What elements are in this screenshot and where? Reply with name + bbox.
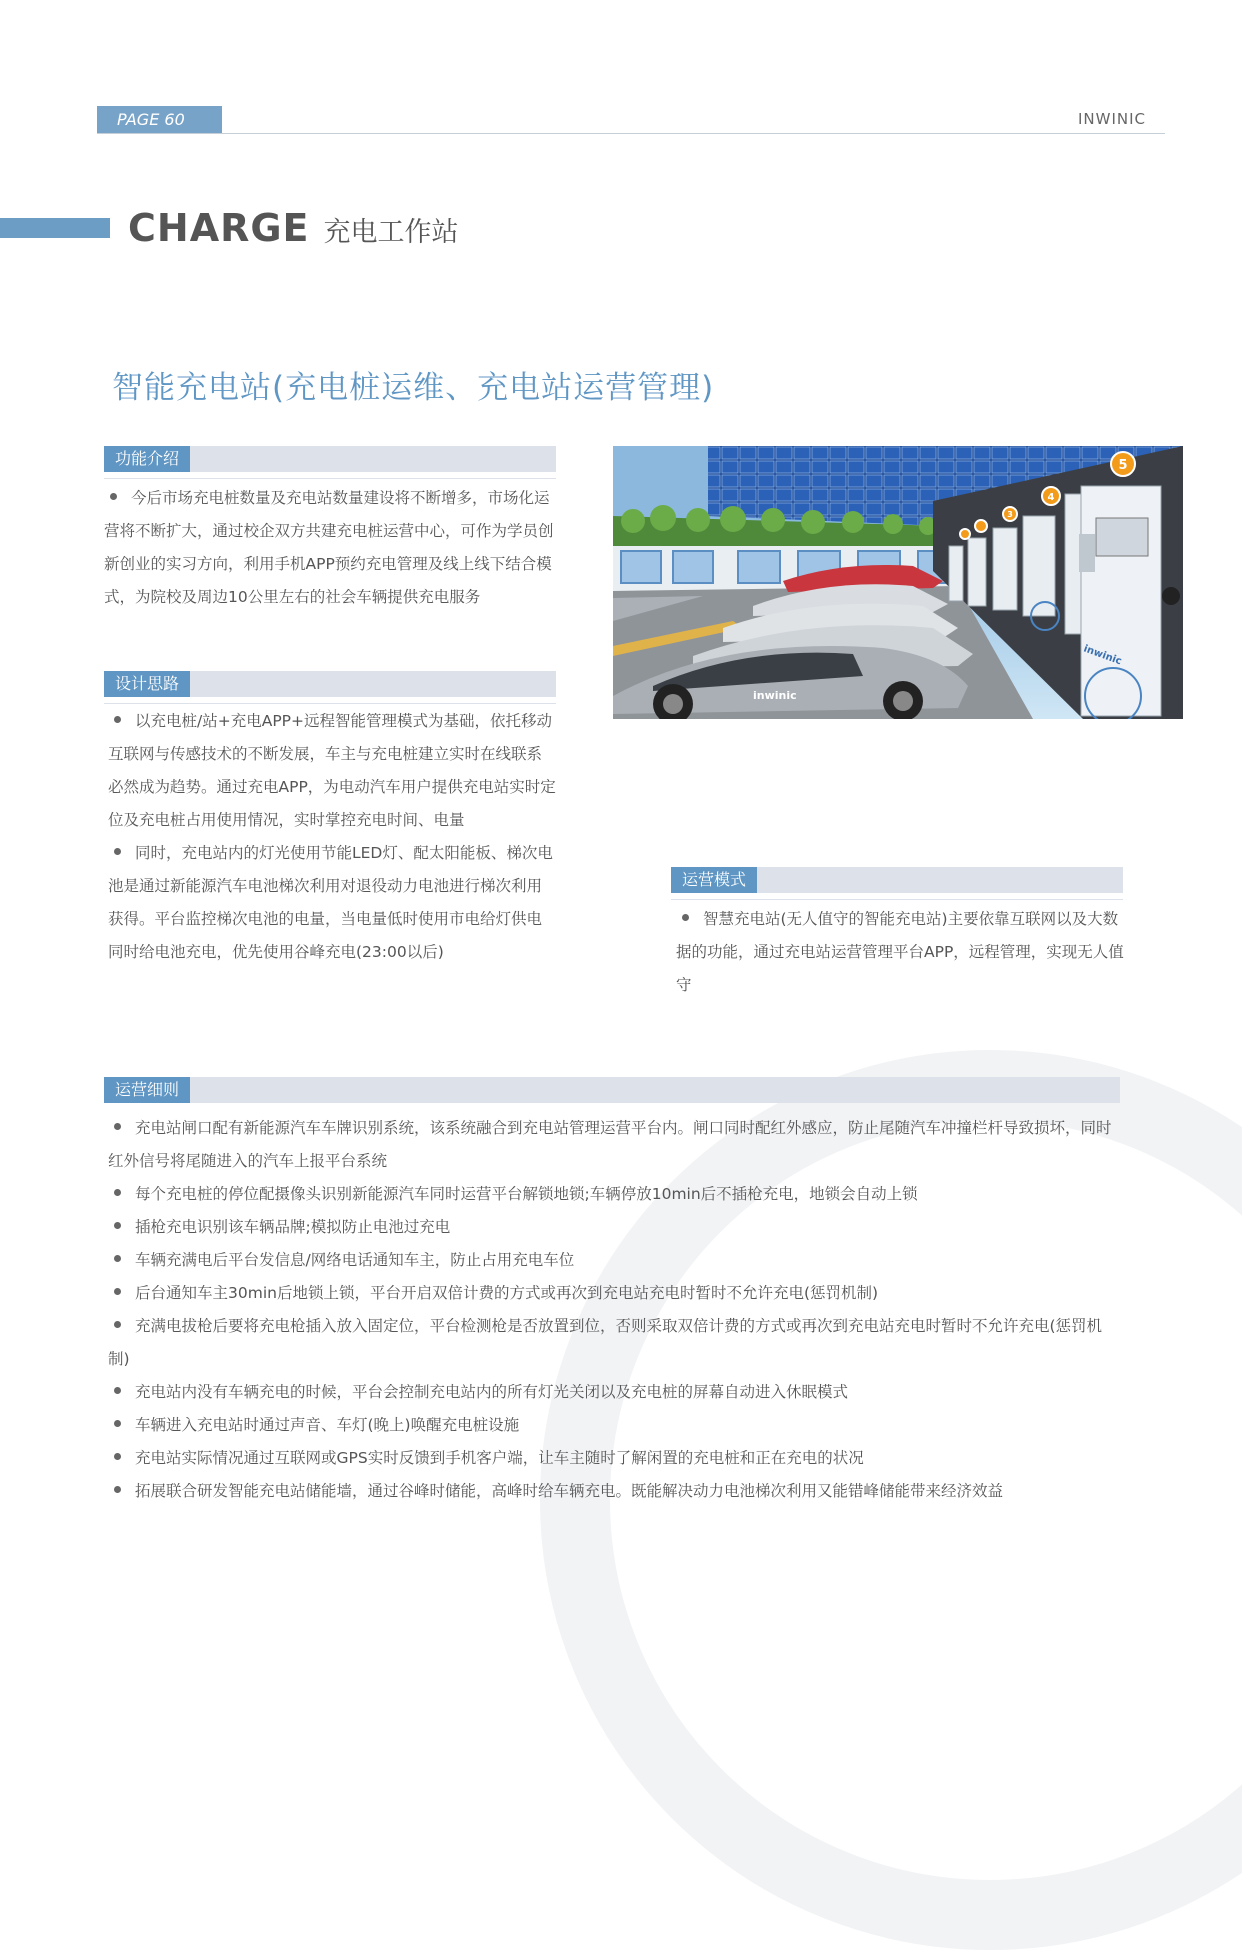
charger-brand-text: inwinic: [1081, 643, 1124, 668]
bullet-icon: [114, 1222, 121, 1229]
design-heading: 设计思路: [104, 671, 190, 697]
brand-name: INWINIC: [1077, 110, 1146, 128]
features-text: 今后市场充电桩数量及充电站数量建设将不断增多，市场化运营将不断扩大，通过校企双方共建充电桩运营中心，可作为学员创新创业的实习方向，利用手机APP预约充电管理及线上线下结合模式，为院校及周边10公里左右的社会车辆提供充电服务: [104, 489, 554, 606]
features-heading-bar: [104, 446, 556, 472]
bullet-icon: [114, 848, 121, 855]
features-paragraph: [104, 482, 556, 614]
rules-list: [108, 1112, 1118, 1508]
list-item: 充电站实际情况通过互联网或GPS实时反馈到手机客户端，让车主随时了解闲置的充电桩和正在充电的状况: [108, 1442, 1118, 1475]
bullet-icon: [114, 1486, 121, 1493]
bullet-icon: [114, 1189, 121, 1196]
charging-station-svg: [613, 446, 1183, 719]
design-rule: [104, 703, 556, 704]
list-item: 插枪充电识别该车辆品牌;模拟防止电池过充电: [108, 1211, 1118, 1244]
rules-heading-bar: [104, 1077, 1120, 1103]
design-paragraph: [108, 705, 556, 969]
design-item: 同时，充电站内的灯光使用节能LED灯、配太阳能板、梯次电池是通过新能源汽车电池梯次利用对退役动力电池进行梯次利用获得。平台监控梯次电池的电量，当电量低时使用市电给灯供电同时给电池充电，优先使用谷峰充电(23:00以后): [108, 844, 553, 961]
design-item: 以充电桩/站+充电APP+远程智能管理模式为基础，依托移动互联网与传感技术的不断发展，车主与充电桩建立实时在线联系必然成为趋势。通过充电APP，为电动汽车用户提供充电站实时定位及充电桩占用使用情况，实时掌控充电时间、电量: [108, 712, 556, 829]
page-title: 智能充电站(充电桩运维、充电站运营管理): [112, 370, 715, 406]
bullet-icon: [114, 1321, 121, 1328]
mode-text: 智慧充电站(无人值守的智能充电站)主要依靠互联网以及大数据的功能，通过充电站运营管理平台APP，远程管理，实现无人值守: [676, 910, 1124, 994]
features-heading: 功能介绍: [104, 446, 190, 472]
list-item: 充满电拔枪后要将充电枪插入放入固定位，平台检测枪是否放置到位，否则采取双倍计费的方式或再次到充电站充电时暂时不允许充电(惩罚机制): [108, 1317, 1103, 1368]
mode-rule: [671, 899, 1123, 900]
mode-paragraph: [676, 903, 1124, 1002]
section-title-zh: 充电工作站: [323, 217, 459, 248]
page-number-tab: PAGE 60: [97, 106, 222, 134]
mode-heading-bar: [671, 867, 1123, 893]
badge-3: 3: [1007, 510, 1013, 519]
bullet-icon: [114, 1255, 121, 1262]
bullet-icon: [114, 716, 121, 723]
bullet-icon: [114, 1288, 121, 1295]
list-item: 拓展联合研发智能充电站储能墙，通过谷峰时储能，高峰时给车辆充电。既能解决动力电池梯次利用又能错峰储能带来经济效益: [108, 1475, 1118, 1508]
list-item: 充电站闸口配有新能源汽车车牌识别系统，该系统融合到充电站管理运营平台内。闸口同时配红外感应，防止尾随汽车冲撞栏杆导致损坏，同时红外信号将尾随进入的汽车上报平台系统: [108, 1119, 1112, 1170]
header-rule: [97, 133, 1165, 134]
bullet-icon: [114, 1420, 121, 1427]
list-item: 车辆充满电后平台发信息/网络电话通知车主，防止占用充电车位: [108, 1244, 1118, 1277]
features-rule: [104, 478, 556, 479]
list-item: 车辆进入充电站时通过声音、车灯(晚上)唤醒充电桩设施: [108, 1409, 1118, 1442]
list-item: 充电站内没有车辆充电的时候，平台会控制充电站内的所有灯光关闭以及充电桩的屏幕自动进入休眠模式: [108, 1376, 1118, 1409]
car-brand-text: inwinic: [753, 689, 797, 702]
section-title: [128, 206, 459, 250]
badge-4: 4: [1047, 492, 1055, 503]
charging-station-illustration: [613, 446, 1183, 719]
bullet-icon: [110, 493, 117, 500]
list-item: 每个充电桩的停位配摄像头识别新能源汽车同时运营平台解锁地锁;车辆停放10min后不插枪充电，地锁会自动上锁: [108, 1178, 1118, 1211]
design-heading-bar: [104, 671, 556, 697]
bullet-icon: [114, 1387, 121, 1394]
section-accent-bar: [0, 218, 110, 238]
rules-heading: 运营细则: [104, 1077, 190, 1103]
mode-heading: 运营模式: [671, 867, 757, 893]
list-item: 后台通知车主30min后地锁上锁，平台开启双倍计费的方式或再次到充电站充电时暂时不允许充电(惩罚机制): [108, 1277, 1118, 1310]
badge-5: 5: [1118, 458, 1128, 473]
section-title-en: CHARGE: [128, 206, 310, 250]
bullet-icon: [682, 914, 689, 921]
bullet-icon: [114, 1123, 121, 1130]
bullet-icon: [114, 1453, 121, 1460]
